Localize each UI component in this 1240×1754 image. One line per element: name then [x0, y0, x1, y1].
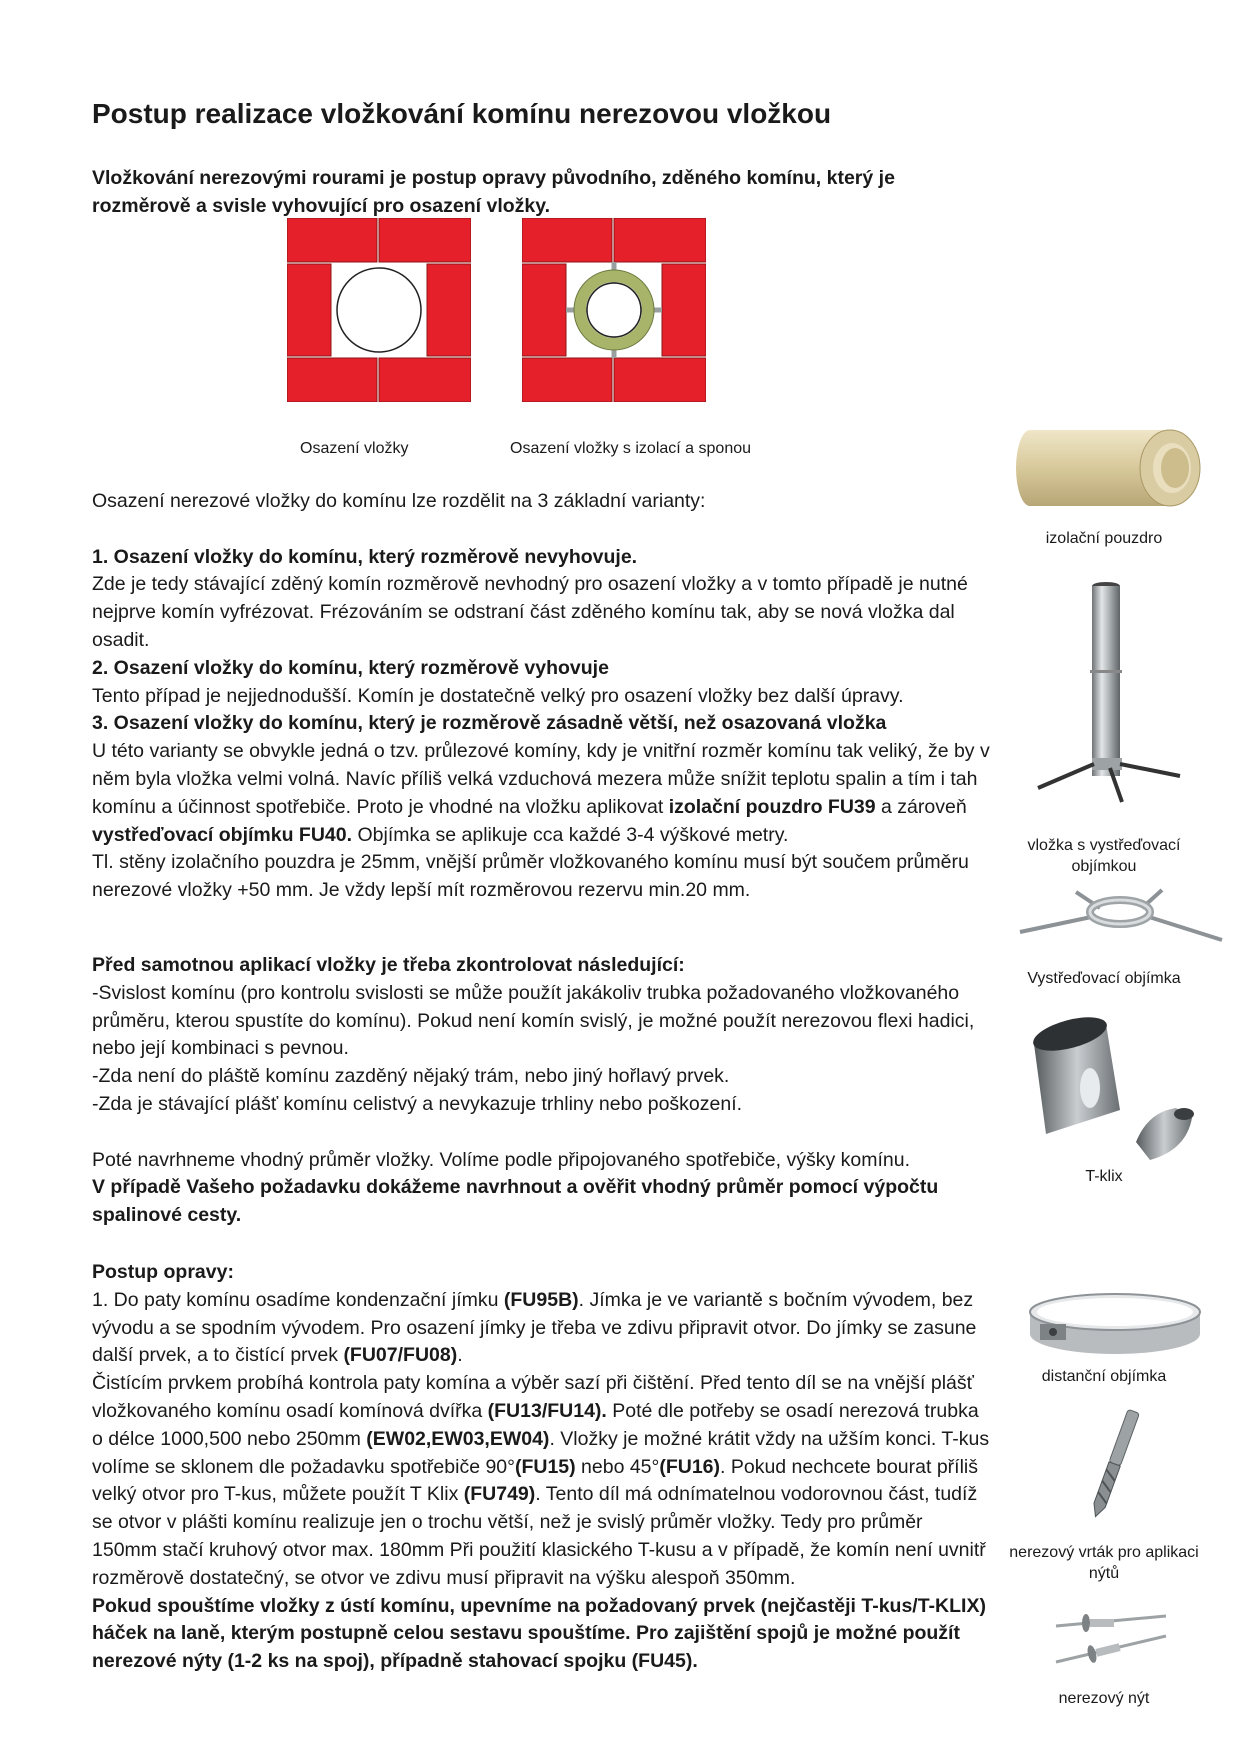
section-variants — [92, 488, 992, 905]
check-item-3: -Zda je stávající plášť komínu celistvý a nevykazuje trhliny nebo poškození. — [92, 1092, 743, 1115]
procedure-step-1: 1. Do paty komínu osadíme kondenzační jímku (FU95B). Jímka je ve variantě s bočním vývodem, bez vývodu a se spodním vývodem. Pro osazení jímky je třeba ve zdivu připravit otvor. Do jímky se zasune další prvek, a to čistící prvek (FU07/FU08). — [92, 1288, 977, 1367]
caption-rivet: nerezový nýt — [1058, 1690, 1150, 1707]
section-checks — [92, 952, 992, 1230]
variant3-paragraph: U této varianty se obvykle jedná o tzv. průlezové komíny, kdy je vnitřní rozměr komínu tak veliký, že by v něm byla vložka velmi volná. Navíc příliš velká vzduchová mezera může snížit teplotu spalin a tím i tah komínu a účinnost spotřebiče. Proto je vhodné na vložku aplikovat izolační pouzdro FU39 a zároveň vystřeďovací objímku FU40. Objímka se aplikuje cca každé 3-4 výškové metry. — [92, 740, 990, 846]
procedure-cleaning: Čistícím prvkem probíhá kontrola paty komína a výběr sazí při čištění. Před tento díl se na vnější plášť vložkovaného komínu osadí komínová dvířka (FU13/FU14). Poté dle potřeby se osadí nerezová trubka o délce 1000,500 nebo 250mm (EW02,EW03,EW04). Vložky je možné krátit vždy na užším konci. T-kus volíme se sklonem dle požadavku spotřebiče 90°(FU15) nebo 45°(FU16). Pokud nechcete bourat příliš velký otvor pro T-kus, můžete použít T Klix (FU749). Tento díl má odnímatelnou vodorovnou část, tudíž se otvor v plášti komínu realizuje jen o trochu větší, než je svislý průměr vložky. Tedy pro průměr 150mm stačí kruhový otvor max. 180mm Při použití klasického T-kusu a v případě, že komín není uvnitř rozměrově dostatečný, se otvor ve zdivu musí připravit na výšku alespoň 350mm. — [92, 1372, 990, 1589]
liner-with-ring-icon — [1030, 580, 1190, 808]
caption-distance-ring: distanční objímka — [1041, 1368, 1167, 1385]
procedure-heading: Postup opravy: — [92, 1261, 234, 1283]
caption-liner-ring: vložka s vystřeďovací objímkou — [1027, 837, 1181, 875]
variant1-heading: 1. Osazení vložky do komínu, který rozměrově nevyhovuje. — [92, 545, 638, 568]
chimney-insulated-cross-section-icon — [522, 218, 706, 402]
variant2-text: Tento případ je nejjednodušší. Komín je dostatečně velký pro osazení vložky bez další úpravy. — [92, 684, 904, 707]
diameter-text: Poté navrhneme vhodný průměr vložky. Volíme podle připojovaného spotřebiče, výšky komínu. — [92, 1148, 910, 1171]
diagram-chimney-liner-insulated — [522, 218, 706, 402]
insulation-tube-icon — [1010, 414, 1206, 522]
centering-ring-icon — [1016, 882, 1226, 948]
diagram-chimney-liner — [287, 218, 471, 402]
caption-left: Osazení vložky — [300, 440, 409, 457]
check-item-2: -Zda není do pláště komínu zazděný nějaký trám, nebo jiný hořlavý prvek. — [92, 1065, 730, 1088]
caption-drill-bit: nerezový vrták pro aplikaci nýtů — [1009, 1544, 1199, 1582]
distance-ring-icon — [1020, 1290, 1210, 1360]
variant3-thickness: Tl. stěny izolačního pouzdra je 25mm, vnější průměr vložkovaného komínu musí být součem průměru nerezové vložky +50 mm. Je vždy lepší mít rozměrovou rezervu min.20 mm. — [92, 851, 969, 902]
chimney-cross-section-icon — [287, 218, 471, 402]
caption-t-klix: T-klix — [1085, 1168, 1123, 1185]
drill-bit-icon — [1080, 1404, 1150, 1522]
variant3-heading: 3. Osazení vložky do komínu, který je rozměrově zásadně větší, než osazovaná vložka — [92, 712, 887, 735]
caption-insulation-tube: izolační pouzdro — [1045, 530, 1163, 547]
page-title: Postup realizace vložkování komínu nerezovou vložkou — [92, 98, 832, 129]
caption-right: Osazení vložky s izolací a sponou — [510, 440, 752, 457]
intro-paragraph: Vložkování nerezovými rourami je postup opravy původního, zděného komínu, který je rozměrově a svisle vyhovující pro osazení vložky. — [92, 167, 895, 217]
variant1-text: Zde je tedy stávající zděný komín rozměrově nevhodný pro osazení vložky a v tomto případě je nutné nejprve komín vyfrézovat. Frézováním se odstraní část zděného komínu tak, aby se nová vložka dal osadit. — [92, 573, 968, 651]
variants-lead: Osazení nerezové vložky do komínu lze rozdělit na 3 základní varianty: — [92, 490, 706, 512]
caption-centering-ring: Vystřeďovací objímka — [1027, 970, 1181, 987]
variant2-heading: 2. Osazení vložky do komínu, který rozměrově vyhovuje — [92, 656, 609, 679]
check-item-1: -Svislost komínu (pro kontrolu svislosti se může použít jakákoliv trubka požadovaného vložkovaného průměru, kterou spustíte do komínu). Pokud není komín svislý, je možné použít nerezovou flexi hadici, nebo její kombinaci s pevnou. — [92, 981, 975, 1060]
rivet-icon — [1046, 1606, 1176, 1672]
diameter-bold: V případě Vašeho požadavku dokážeme navrhnout a ověřit vhodný průměr pomocí výpočtu spalinové cesty. — [92, 1176, 939, 1227]
procedure-final-bold: Pokud spouštíme vložky z ústí komínu, upevníme na požadovaný prvek (nejčastěji T-kus/T-KLIX) háček na laně, kterým postupně celou sestavu spouštíme. Pro zajištění spojů je možné použít nerezové nýty (1-2 ks na spoj), případně stahovací spojku (FU45). — [92, 1594, 986, 1673]
checks-heading: Před samotnou aplikací vložky je třeba zkontrolovat následující: — [92, 954, 685, 976]
section-procedure — [92, 1259, 992, 1676]
t-klix-icon — [1026, 1014, 1202, 1164]
